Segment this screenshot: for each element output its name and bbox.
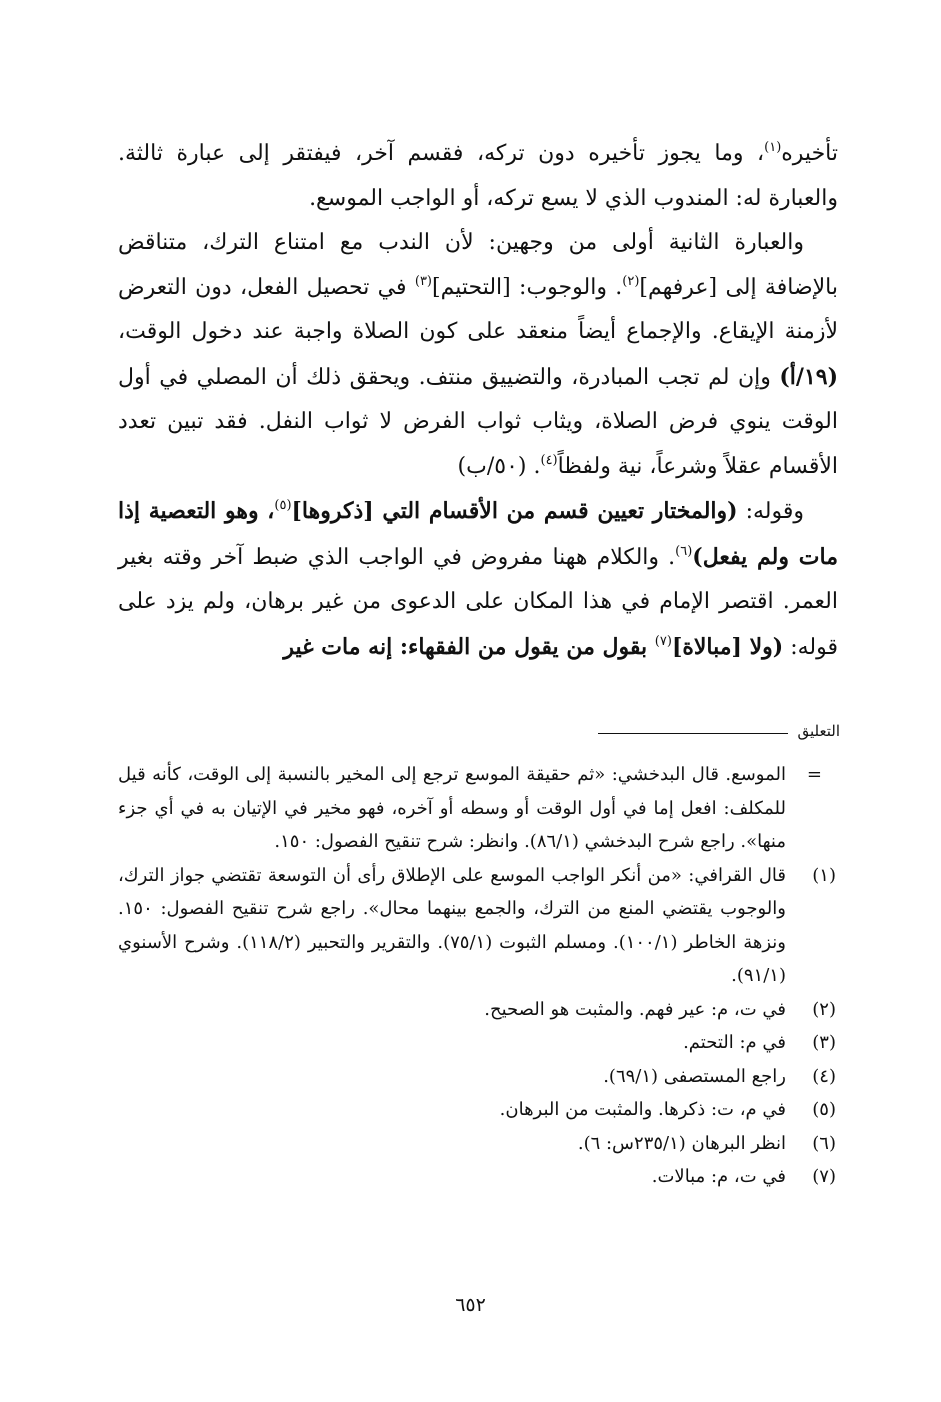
footnote-text: قال القرافي: «من أنكر الواجب الموسع على الإطلاق رأى أن التوسعة تقتضي جواز الترك، والوجوب يقتضي المنع من الترك، والجمع بينهما محال». راجع شرح تنقيح الفصول: ١٥٠. ونزهة الخاطر (١٠٠/١). ومسلم الثبوت (٧٥/١). والتقرير والتحبير (١١٨/٢). وشرح الأسنوي (٩١/١).	[118, 864, 787, 986]
text-run: والعبارة الثانية أولى من وجهين: لأن الندب مع امتناع الترك، متناقض بالإضافة إلى [عرفهم]	[118, 230, 838, 300]
footnote-marker: =	[806, 764, 822, 785]
footnote-continued	[118, 758, 840, 859]
text-run: . والوجوب: [التحتيم]	[432, 274, 623, 300]
footnote-marker: (١)	[812, 864, 836, 886]
footnote-6	[118, 1127, 840, 1161]
paragraph-2	[118, 221, 838, 489]
quoted-text: (ولا [مبالاة]	[671, 633, 784, 660]
footnote-marker: (٢)	[812, 998, 836, 1020]
footnote-marker: (٥)	[812, 1099, 836, 1120]
text-run: تأخيره	[781, 141, 838, 166]
footnote-ref-1[interactable]: (١)	[764, 140, 782, 155]
footnote-text: في م، ت: ذكرها. والمثبت من البرهان.	[499, 1099, 786, 1120]
footnote-text: انظر البرهان (٢٣٥/١س: ٦).	[577, 1132, 786, 1154]
text-run: وإن لم تجب المبادرة، والتضييق منتف. ويحقق ذلك أن المصلي في أول الوقت ينوي فرض الصلاة، ويثاب ثواب الفرض لا ثواب النفل. فقد تبين تعدد الأقسام عقلاً وشرعاً، نية ولفظاً	[118, 364, 838, 479]
quoted-text: ، وهو التعصية إذا مات ولم يفعل)	[118, 498, 838, 570]
footnote-marker: (٧)	[812, 1166, 836, 1187]
footnote-5	[118, 1093, 840, 1127]
manuscript-folio-marker: (١٩/أ)	[779, 363, 838, 390]
footnotes	[118, 758, 840, 1194]
footnote-separator	[118, 720, 840, 742]
footnote-ref-6[interactable]: (٦)	[675, 543, 693, 559]
footnote-ref-5[interactable]: (٥)	[274, 498, 292, 513]
text-run: ، وما يجوز تأخيره دون تركه، فقسم آخر، فيفتقر إلى عبارة ثالثة. والعبارة له: المندوب الذي لا يسع تركه، أو الواجب الموسع.	[118, 141, 838, 211]
separator-rule	[598, 733, 788, 734]
text-run: . والكلام ههنا مفروض في الواجب الذي ضبط آخر وقته بغير العمر. اقتصر الإمام في هذا المكان على الدعوى من غير برهان، ولم يزد على قوله:	[118, 544, 838, 660]
footnote-1	[118, 859, 840, 993]
paragraph-3	[118, 489, 838, 670]
separator-label: التعليق	[797, 722, 840, 740]
quoted-text: (والمختار تعيين قسم من الأقسام التي [ذكروها]	[291, 498, 738, 524]
footnote-text: في ت، م: مبالات.	[651, 1166, 786, 1187]
footnote-ref-4[interactable]: (٤)	[540, 452, 558, 468]
footnote-text: راجع المستصفى (٦٩/١).	[603, 1065, 786, 1087]
footnote-ref-3[interactable]: (٣)	[414, 273, 432, 289]
paragraph-1	[118, 132, 838, 221]
footnote-marker: (٦)	[812, 1132, 836, 1154]
footnote-3	[118, 1026, 840, 1060]
text-run: في تحصيل الفعل، دون التعرض لأزمنة الإيقاع. والإجماع أيضاً منعقد على كون الصلاة واجبة عند دخول الوقت،	[118, 274, 838, 344]
footnote-text: الموسع. قال البدخشي: «ثم حقيقة الموسع ترجع إلى المخير بالنسبة إلى الوقت، كأنه قيل للمكلف: افعل إما في أول الوقت أو وسطه أو آخره، فهو مخير في الإتيان به في أي جزء منها». راجع شرح البدخشي (٨٦/١). وانظر: شرح تنقيح الفصول: ١٥٠.	[118, 764, 786, 852]
footnote-marker: (٣)	[812, 1032, 836, 1053]
footnote-ref-2[interactable]: (٢)	[622, 273, 640, 289]
footnote-7	[118, 1160, 840, 1194]
main-text	[118, 132, 838, 670]
footnote-2	[118, 993, 840, 1027]
page-number: ٦٥٢	[455, 1294, 486, 1316]
footnote-text: في م: التحتم.	[683, 1032, 786, 1053]
footnote-ref-7[interactable]: (٧)	[654, 633, 672, 649]
footnote-text: في ت، م: عير فهم. والمثبت هو الصحيح.	[484, 998, 786, 1020]
quoted-text: بقول من يقول من الفقهاء: إنه مات غير	[283, 633, 655, 660]
text-run: وقوله:	[737, 499, 804, 524]
manuscript-folio-marker: . (٥٠/ب)	[457, 453, 541, 479]
footnote-4	[118, 1060, 840, 1094]
footnote-marker: (٤)	[812, 1065, 836, 1087]
